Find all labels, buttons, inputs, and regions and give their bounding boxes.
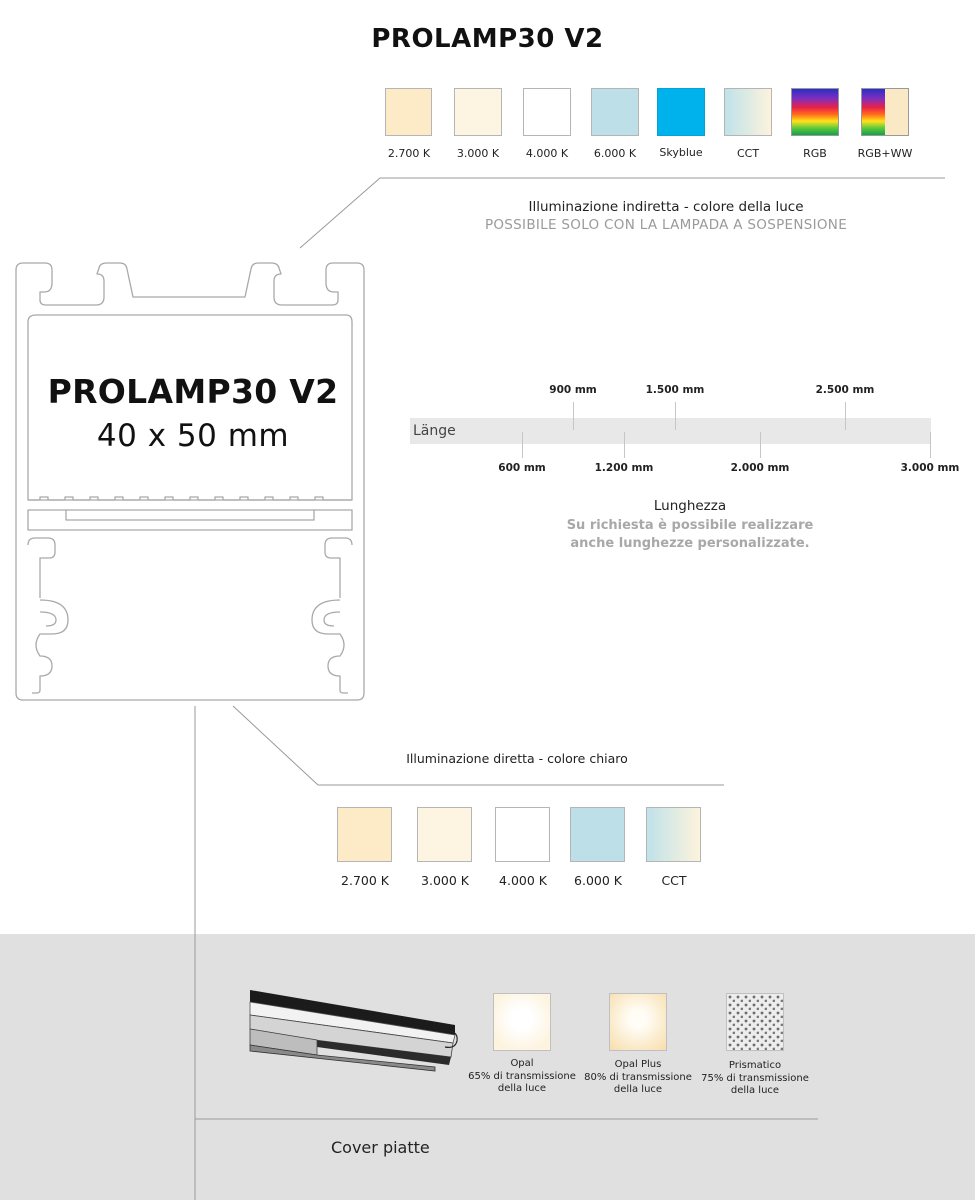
direct-heading: Illuminazione diretta - colore chiaro	[406, 751, 628, 766]
length-note-line2: anche lunghezze personalizzate.	[570, 536, 810, 551]
swatch-label: 2.700 K	[341, 873, 389, 888]
swatch-label: 4.000 K	[499, 873, 547, 888]
swatch-label: RGB+WW	[857, 147, 913, 160]
swatch-label: 3.000 K	[456, 147, 500, 160]
length-bar-label: Länge	[413, 423, 456, 439]
scale-label-bottom: 3.000 mm	[900, 462, 960, 474]
scale-label-top: 2.500 mm	[815, 384, 875, 396]
swatch-label: 6.000 K	[574, 873, 622, 888]
cover-opal-plus-label: Opal Plus 80% di transmissione della luce	[584, 1059, 692, 1095]
covers-title: Cover piatte	[331, 1138, 430, 1157]
length-note-line1: Su richiesta è possibile realizzare	[566, 518, 814, 533]
cover-opal-plus-swatch	[609, 993, 667, 1051]
swatch-label: 3.000 K	[421, 873, 469, 888]
swatch-label: 4.000 K	[525, 147, 569, 160]
swatch-label: 2.700 K	[387, 147, 431, 160]
page-title: PROLAMP30 V2	[371, 24, 604, 54]
scale-label-top: 900 mm	[549, 384, 597, 396]
cover-opal-swatch	[493, 993, 551, 1051]
swatch-label: RGB	[803, 147, 827, 160]
swatch-label: CCT	[736, 147, 760, 160]
swatch-label: CCT	[661, 873, 687, 888]
length-heading: Lunghezza	[653, 498, 727, 514]
cover-profile-image	[245, 985, 465, 1075]
scale-label-top: 1.500 mm	[645, 384, 705, 396]
swatch-label: 6.000 K	[593, 147, 637, 160]
scale-label-bottom: 2.000 mm	[730, 462, 790, 474]
cover-prismatic-swatch	[726, 993, 784, 1051]
scale-label-bottom: 600 mm	[498, 462, 546, 474]
indirect-heading: Illuminazione indiretta - colore della luce	[528, 199, 804, 215]
cover-prismatic-label: Prismatico 75% di transmissione della luce	[701, 1060, 809, 1096]
scale-label-bottom: 1.200 mm	[594, 462, 654, 474]
cover-opal-label: Opal 65% di transmissione della luce	[468, 1058, 576, 1094]
indirect-note: POSSIBILE SOLO CON LA LAMPADA A SOSPENSIONE	[484, 217, 848, 233]
profile-name: PROLAMP30 V2	[47, 372, 339, 411]
profile-size: 40 x 50 mm	[96, 418, 290, 454]
swatch-label: Skyblue	[659, 146, 703, 159]
